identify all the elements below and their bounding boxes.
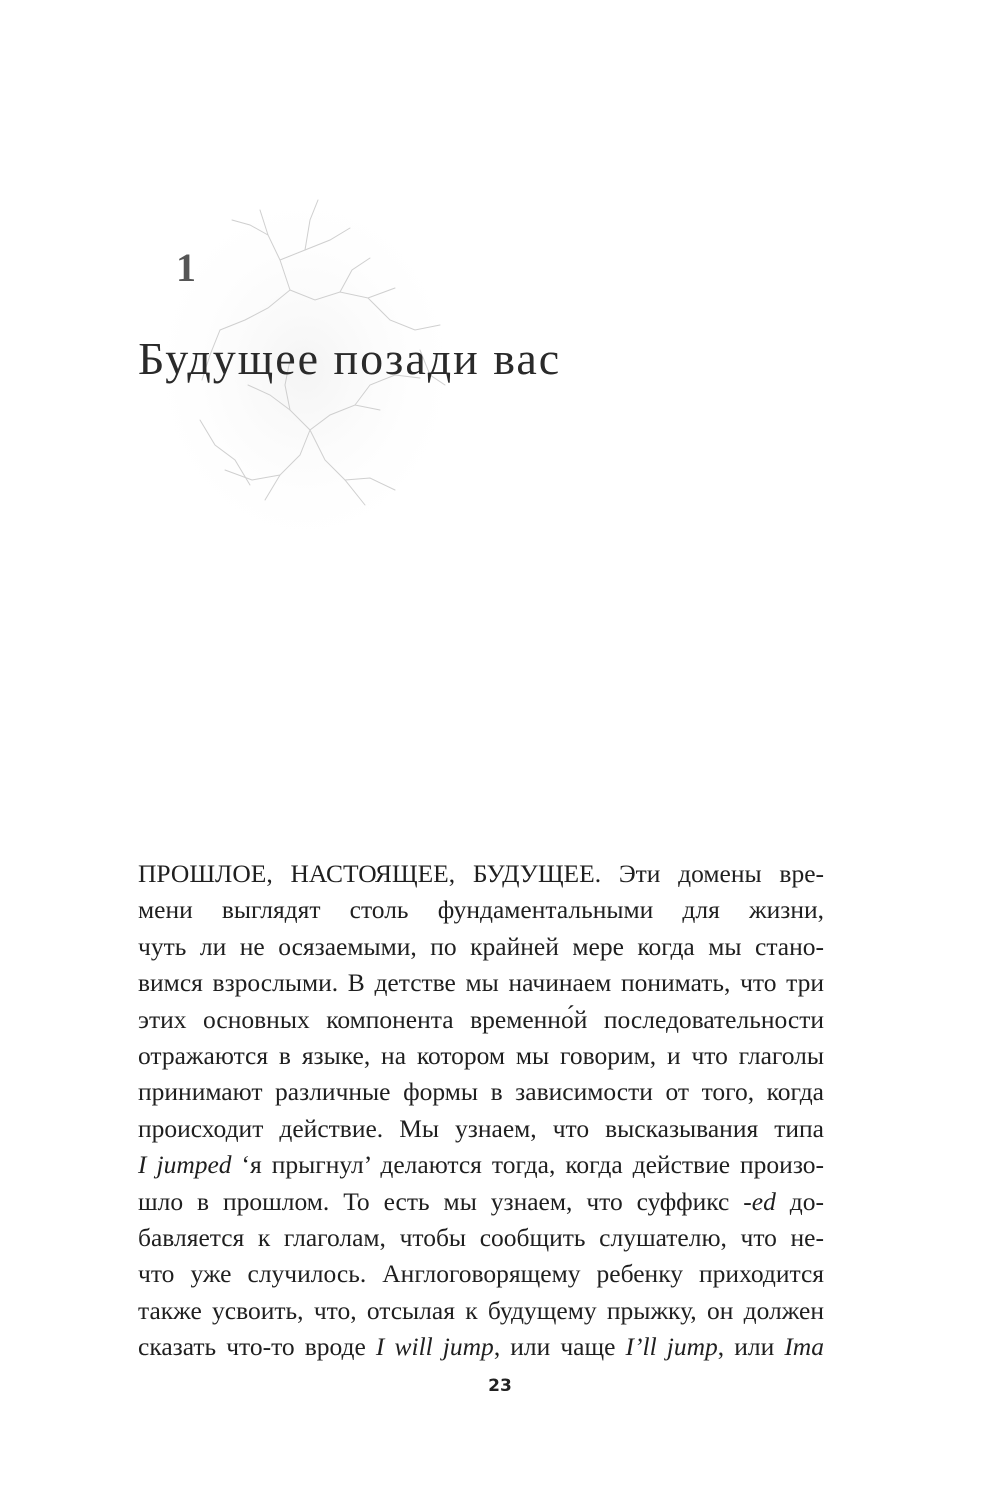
text-segment: сказать что-то вроде xyxy=(138,1332,376,1362)
text-line xyxy=(138,1074,824,1110)
text-segment: происходит действие. Мы узнаем, что высказывания типа xyxy=(138,1113,824,1143)
body-text xyxy=(138,856,824,1365)
text-line xyxy=(138,965,824,1001)
text-line xyxy=(138,1220,824,1256)
text-segment: бавляется к глаголам, чтобы сообщить слушателю, что не- xyxy=(138,1222,824,1252)
text-segment: , или чаще xyxy=(493,1332,626,1362)
text-segment: чуть ли не осязаемыми, по крайней мере когда мы стано- xyxy=(138,931,824,961)
text-segment: также усвоить, что, отсылая к будущему прыжку, он должен xyxy=(138,1295,824,1325)
text-segment: что уже случилось. Англоговорящему ребенку приходится xyxy=(138,1259,824,1289)
text-segment: , или xyxy=(717,1332,785,1362)
text-segment: этих основных компонента временно́й последовательности xyxy=(138,1004,824,1034)
italic-text: Ima xyxy=(784,1332,824,1362)
text-segment: принимают различные формы в зависимости от того, когда xyxy=(138,1077,824,1107)
text-segment: вимся взрослыми. В детстве мы начинаем понимать, что три xyxy=(138,968,824,998)
text-segment: мени выглядят столь фундаментальными для жизни, xyxy=(138,895,824,925)
text-line xyxy=(138,1293,824,1329)
italic-text: I jumped xyxy=(138,1150,232,1180)
chapter-number: 1 xyxy=(176,245,196,290)
text-line xyxy=(138,892,824,928)
italic-text: I will jump xyxy=(375,1332,494,1362)
text-line xyxy=(138,1184,824,1220)
text-line xyxy=(138,1111,824,1147)
italic-text: -ed xyxy=(743,1186,776,1216)
text-line xyxy=(138,1147,824,1183)
text-segment: ПРОШЛОЕ, НАСТОЯЩЕЕ, БУДУЩЕЕ. Эти домены вре- xyxy=(138,859,824,888)
chapter-title: Будущее позади вас xyxy=(138,333,562,384)
text-line xyxy=(138,1038,824,1074)
text-segment: шло в прошлом. То есть мы узнаем, что суффикс xyxy=(138,1186,744,1216)
text-line xyxy=(138,1002,824,1038)
text-segment: отражаются в языке, на котором мы говорим, и что глаголы xyxy=(138,1040,824,1070)
text-line xyxy=(138,929,824,965)
text-line xyxy=(138,1256,824,1292)
italic-text: I’ll jump xyxy=(625,1332,718,1362)
text-segment: ‘я прыгнул’ делаются тогда, когда действие произо- xyxy=(231,1150,824,1180)
page-number: 23 xyxy=(488,1376,512,1396)
text-segment: до- xyxy=(775,1186,824,1216)
text-line xyxy=(138,856,824,892)
text-line xyxy=(138,1329,824,1365)
